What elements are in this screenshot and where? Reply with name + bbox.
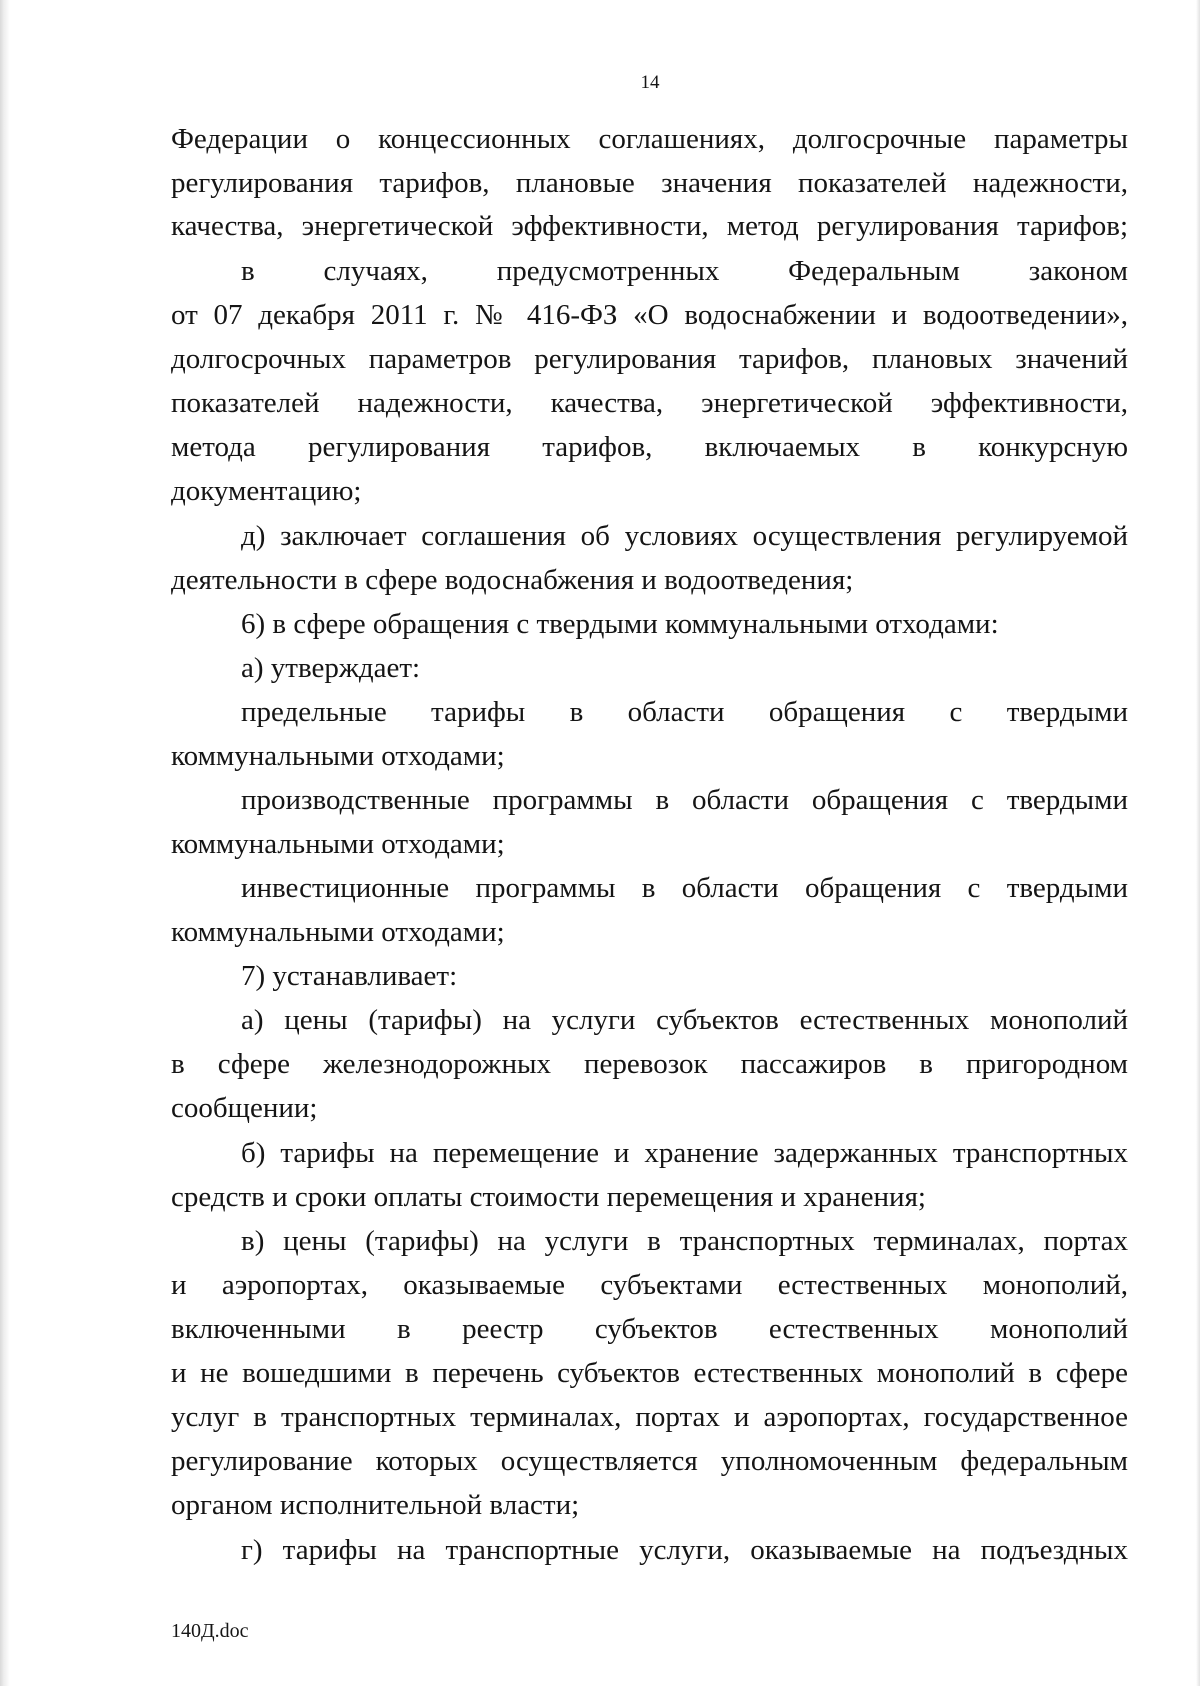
page-number: 14 [640, 72, 660, 93]
text-line: предельные тарифы в области обращения с твердыми [241, 696, 1128, 728]
text-line: органом исполнительной власти; [171, 1489, 580, 1521]
text-line: коммунальными отходами; [171, 916, 505, 948]
scan-edge-right [1196, 0, 1200, 1686]
text-line: коммунальными отходами; [171, 828, 505, 860]
text-line: г) тарифы на транспортные услуги, оказываемые на подъездных [241, 1534, 1128, 1566]
text-line: и аэропортах, оказываемые субъектами естественных монополий, [171, 1269, 1128, 1301]
text-line: а) цены (тарифы) на услуги субъектов естественных монополий [241, 1004, 1128, 1036]
text-line: 6) в сфере обращения с твердыми коммунальными отходами: [241, 608, 999, 640]
footer-file-name: 140Д.doc [171, 1620, 249, 1642]
text-line: Федерации о концессионных соглашениях, долгосрочные параметры [171, 123, 1128, 155]
text-line: в) цены (тарифы) на услуги в транспортных терминалах, портах [241, 1225, 1128, 1257]
text-line: б) тарифы на перемещение и хранение задержанных транспортных [241, 1137, 1128, 1169]
text-line: качества, энергетической эффективности, метод регулирования тарифов; [171, 210, 1128, 242]
text-line: д) заключает соглашения об условиях осуществления регулируемой [241, 520, 1128, 552]
text-line: в сфере железнодорожных перевозок пассажиров в пригородном [171, 1048, 1128, 1080]
text-line: метода регулирования тарифов, включаемых в конкурсную [171, 431, 1128, 463]
text-line: инвестиционные программы в области обращения с твердыми [241, 872, 1128, 904]
text-line: производственные программы в области обращения с твердыми [241, 784, 1128, 816]
text-line: услуг в транспортных терминалах, портах и аэропортах, государственное [171, 1401, 1128, 1433]
text-line: долгосрочных параметров регулирования тарифов, плановых значений [171, 343, 1128, 375]
scan-edge-left [0, 0, 10, 1686]
text-line: от 07 декабря 2011 г. № 416-ФЗ «О водоснабжении и водоотведении», [171, 299, 1128, 331]
text-line: документацию; [171, 475, 362, 507]
text-line: средств и сроки оплаты стоимости перемещения и хранения; [171, 1181, 926, 1213]
text-line: 7) устанавливает: [241, 960, 458, 992]
text-line: и не вошедшими в перечень субъектов естественных монополий в сфере [171, 1357, 1128, 1389]
text-line: деятельности в сфере водоснабжения и водоотведения; [171, 564, 854, 596]
text-line: регулирование которых осуществляется уполномоченным федеральным [171, 1445, 1128, 1477]
text-line: коммунальными отходами; [171, 740, 505, 772]
text-line: сообщении; [171, 1092, 318, 1124]
text-line: регулирования тарифов, плановые значения показателей надежности, [171, 167, 1128, 199]
text-line: а) утверждает: [241, 652, 421, 684]
text-line: в случаях, предусмотренных Федеральным законом [241, 255, 1128, 287]
text-line: включенными в реестр субъектов естественных монополий [171, 1313, 1128, 1345]
text-line: показателей надежности, качества, энергетической эффективности, [171, 387, 1128, 419]
